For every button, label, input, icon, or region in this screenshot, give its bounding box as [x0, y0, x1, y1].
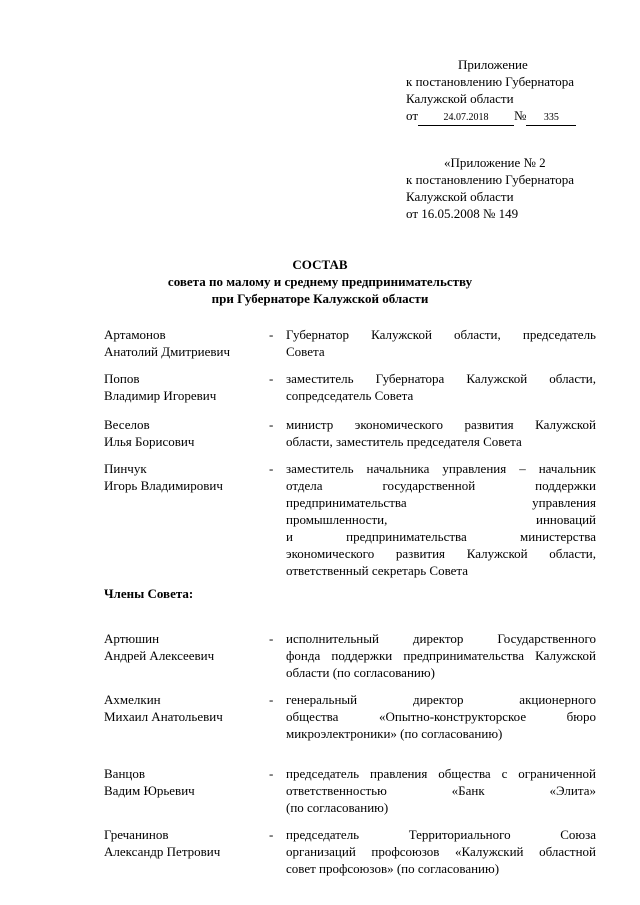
given-names: Владимир Игоревич — [104, 388, 217, 403]
title-subtitle-2: при Губернаторе Калужской области — [211, 291, 429, 306]
position-line: ответственный секретарь Совета — [286, 563, 469, 578]
appendix-region-line: Калужской области — [406, 91, 514, 106]
person-name — [104, 691, 264, 725]
dash: - — [269, 766, 274, 781]
position-line: совет профсоюзов» (по согласованию) — [286, 861, 500, 876]
person-name — [104, 416, 264, 450]
person-name — [104, 630, 264, 664]
dash: - — [269, 371, 274, 386]
dash: - — [269, 417, 274, 432]
position-line: экономического развития Калужской области, — [286, 546, 596, 561]
number-prefix: № — [514, 108, 527, 123]
position-line: сопредседатель Совета — [286, 388, 414, 403]
date-prefix: от — [406, 108, 419, 123]
appendix-label: Приложение — [458, 57, 528, 72]
document-title — [0, 256, 640, 307]
surname: Ахмелкин — [104, 692, 161, 707]
dash: - — [269, 631, 274, 646]
position — [286, 416, 596, 450]
position-line: области (по согласованию) — [286, 665, 435, 680]
decree-date: 24.07.2018 — [418, 111, 514, 126]
decree-number: 335 — [526, 111, 576, 126]
original-date-line: от 16.05.2008 № 149 — [406, 206, 519, 221]
position — [286, 765, 596, 816]
position-line: области, заместитель председателя Совета — [286, 434, 522, 449]
position-line: председатель Территориального Союза — [286, 827, 596, 842]
position-line: Совета — [286, 344, 325, 359]
person-name — [104, 826, 264, 860]
dash: - — [269, 461, 274, 476]
title-subtitle-1: совета по малому и среднему предпринимательству — [167, 274, 473, 289]
surname: Артюшин — [104, 631, 160, 646]
person-name — [104, 370, 264, 404]
appendix-date-line — [406, 107, 606, 126]
position — [286, 370, 596, 404]
given-names: Игорь Владимирович — [104, 478, 223, 493]
title-heading: СОСТАВ — [292, 257, 348, 272]
position-line: заместитель Губернатора Калужской области, — [286, 371, 596, 386]
position-line: исполнительный директор Государственного — [286, 631, 596, 646]
person-name — [104, 326, 264, 360]
dash: - — [269, 327, 274, 342]
original-appendix-label: «Приложение № 2 — [444, 155, 546, 170]
position — [286, 826, 596, 877]
position-line: Губернатор Калужской области, председатель — [286, 327, 596, 342]
person-name — [104, 765, 264, 799]
original-region-line: Калужской области — [406, 189, 514, 204]
position — [286, 326, 596, 360]
position-line: промышленности, инноваций — [286, 512, 596, 527]
position-line: заместитель начальника управления – начальник — [286, 461, 596, 476]
surname: Артамонов — [104, 327, 166, 342]
position-line: общества «Опытно-конструкторское бюро — [286, 709, 596, 724]
position-line: ответственностью «Банк «Элита» — [286, 783, 596, 798]
position-line: организаций профсоюзов «Калужский областной — [286, 844, 596, 859]
appendix-original — [406, 154, 606, 222]
appendix-decree-line: к постановлению Губернатора — [406, 74, 575, 89]
original-decree-line: к постановлению Губернатора — [406, 172, 575, 187]
surname: Пинчук — [104, 461, 147, 476]
position-line: фонда поддержки предпринимательства Калужской — [286, 648, 596, 663]
position — [286, 630, 596, 681]
surname: Веселов — [104, 417, 150, 432]
appendix-current — [406, 56, 606, 126]
given-names: Михаил Анатольевич — [104, 709, 223, 724]
position-line: министр экономического развития Калужской — [286, 417, 596, 432]
dash: - — [269, 692, 274, 707]
surname: Ванцов — [104, 766, 145, 781]
person-name — [104, 460, 264, 494]
dash: - — [269, 827, 274, 842]
position-line: генеральный директор акционерного — [286, 692, 596, 707]
position — [286, 460, 596, 579]
given-names: Анатолий Дмитриевич — [104, 344, 231, 359]
position-line: председатель правления общества с ограниченной — [286, 766, 596, 781]
position-line: предпринимательства управления — [286, 495, 596, 510]
surname: Гречанинов — [104, 827, 169, 842]
position-line: микроэлектроники» (по согласованию) — [286, 726, 503, 741]
members-heading: Члены Совета: — [104, 586, 194, 601]
position-line: и предпринимательства министерства — [286, 529, 596, 544]
given-names: Александр Петрович — [104, 844, 221, 859]
given-names: Илья Борисович — [104, 434, 195, 449]
position-line: (по согласованию) — [286, 800, 389, 815]
given-names: Андрей Алексеевич — [104, 648, 215, 663]
given-names: Вадим Юрьевич — [104, 783, 195, 798]
surname: Попов — [104, 371, 140, 386]
position-line: отдела государственной поддержки — [286, 478, 596, 493]
position — [286, 691, 596, 742]
